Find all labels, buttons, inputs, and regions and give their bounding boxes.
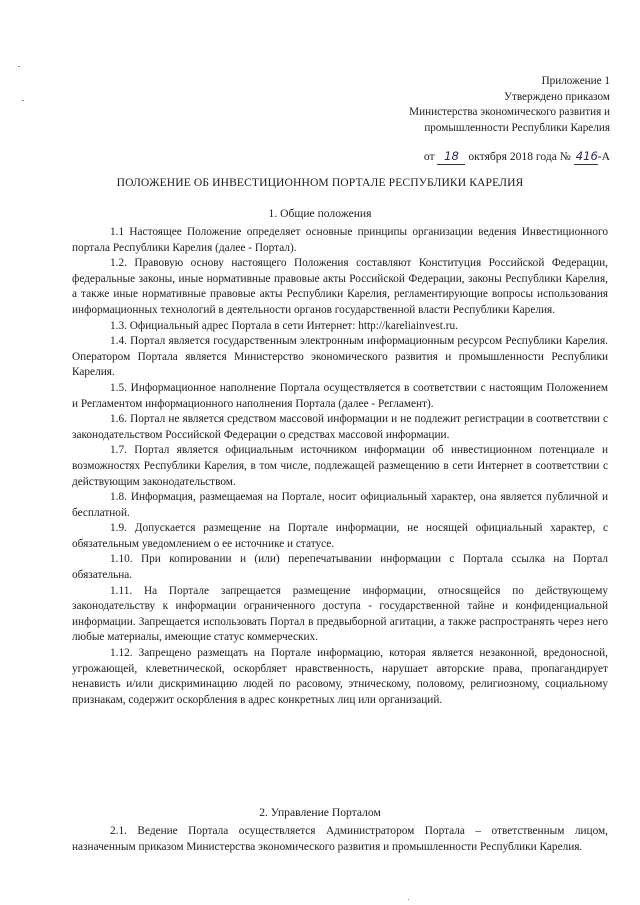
- order-date-text: октября 2018 года №: [468, 150, 571, 163]
- paragraph-1-2: 1.2. Правовую основу настоящего Положения составляют Конституция Российской Федерации, федеральные законы, иные нормативные правовые акты Российской Федерации, законы Республики Карелия, а также иные нормативные правовые акты Республики Карелия, регламентирующие вопросы использования информационных технологий в деятельности органов государственной власти Республики Карелия.: [72, 257, 608, 316]
- ministry-line-2: промышленности Республики Карелия: [424, 121, 610, 134]
- paragraph-1-10: 1.10. При копировании и (или) перепечатывании информации с Портала ссылка на Портал обязательна.: [72, 553, 608, 582]
- document-title: ПОЛОЖЕНИЕ ОБ ИНВЕСТИЦИОННОМ ПОРТАЛЕ РЕСПУБЛИКИ КАРЕЛИЯ: [116, 176, 524, 189]
- paragraph-1-4: 1.4. Портал является государственным электронным информационным ресурсом Республики Карелия. Оператором Портала является Министерство экономического развития и промышленности Республики Карелия.: [72, 335, 608, 379]
- paragraph-1-9: 1.9. Допускается размещение на Портале информации, не носящей официальный характер, с обязательным уведомлением о ее источнике и статусе.: [72, 522, 608, 550]
- paragraph-1-11: 1.11. На Портале запрещается размещение информации, относящейся по действующему законодательству к информации ограниченного доступа - государственной тайне и конфиденциальной информации. Запрещается использовать Портал в предвыборной агитации, а также распространять через него любые материалы, имеющие статус коммерческих.: [72, 584, 608, 644]
- section-2-heading: 2. Управление Порталом: [259, 806, 381, 819]
- paragraph-1-12: 1.12. Запрещено размещать на Портале информацию, которая является незаконной, вредоносной, угрожающей, клеветнической, оскорбляет нравственность, нарушает авторские права, пропагандирует ненависть и/или дискриминацию людей по расовому, этническому, половому, религиозному, социальному признакам, содержит оскорбления в адрес конкретных лиц или организаций.: [72, 647, 608, 706]
- scan-speck: [18, 66, 20, 67]
- order-date-line: [424, 148, 610, 165]
- approved-label: Утверждено приказом: [504, 90, 610, 103]
- paragraph-1-1: 1.1 Настоящее Положение определяет основные принципы организации ведения Инвестиционного портала Республики Карелия (далее - Портал).: [72, 226, 608, 254]
- paragraph-1-5: 1.5. Информационное наполнение Портала осуществляется в соответствии с настоящим Положением и Регламентом информационного наполнения Портала (далее - Регламент).: [72, 381, 608, 410]
- section-1-body: [72, 225, 608, 708]
- order-day-handwritten: 18: [437, 148, 465, 165]
- paragraph-1-8: 1.8. Информация, размещаемая на Портале, носит официальный характер, она является публичной и бесплатной.: [72, 491, 608, 519]
- section-2-body: [72, 824, 608, 855]
- paragraph-2-1: 2.1. Ведение Портала осуществляется Администратором Портала – ответственным лицом, назначенным приказом Министерства экономического развития и промышленности Республики Карелия.: [72, 825, 608, 853]
- approval-header: [310, 74, 610, 136]
- order-number-handwritten: 416: [575, 149, 598, 163]
- paragraph-1-3: 1.3. Официальный адрес Портала в сети Интернет: http://kareliainvest.ru.: [110, 319, 458, 332]
- ministry-line-1: Министерства экономического развития и: [409, 106, 610, 119]
- order-suffix: -А: [597, 150, 610, 163]
- scan-speck: [408, 899, 409, 900]
- order-prefix: от: [423, 150, 435, 163]
- appendix-label: Приложение 1: [541, 75, 610, 87]
- paragraph-1-6: 1.6. Портал не является средством массовой информации и не подлежит регистрации в соответствии с законодательством Российской Федерации о средствах массовой информации.: [72, 413, 608, 441]
- scan-speck: [22, 100, 24, 101]
- paragraph-1-7: 1.7. Портал является официальным источником информации об инвестиционном потенциале и возможностях Республики Карелия, в том числе, подлежащей размещению в сети Интернет в соответствии с действующим законодательством.: [72, 444, 608, 488]
- section-1-heading: 1. Общие положения: [268, 207, 372, 220]
